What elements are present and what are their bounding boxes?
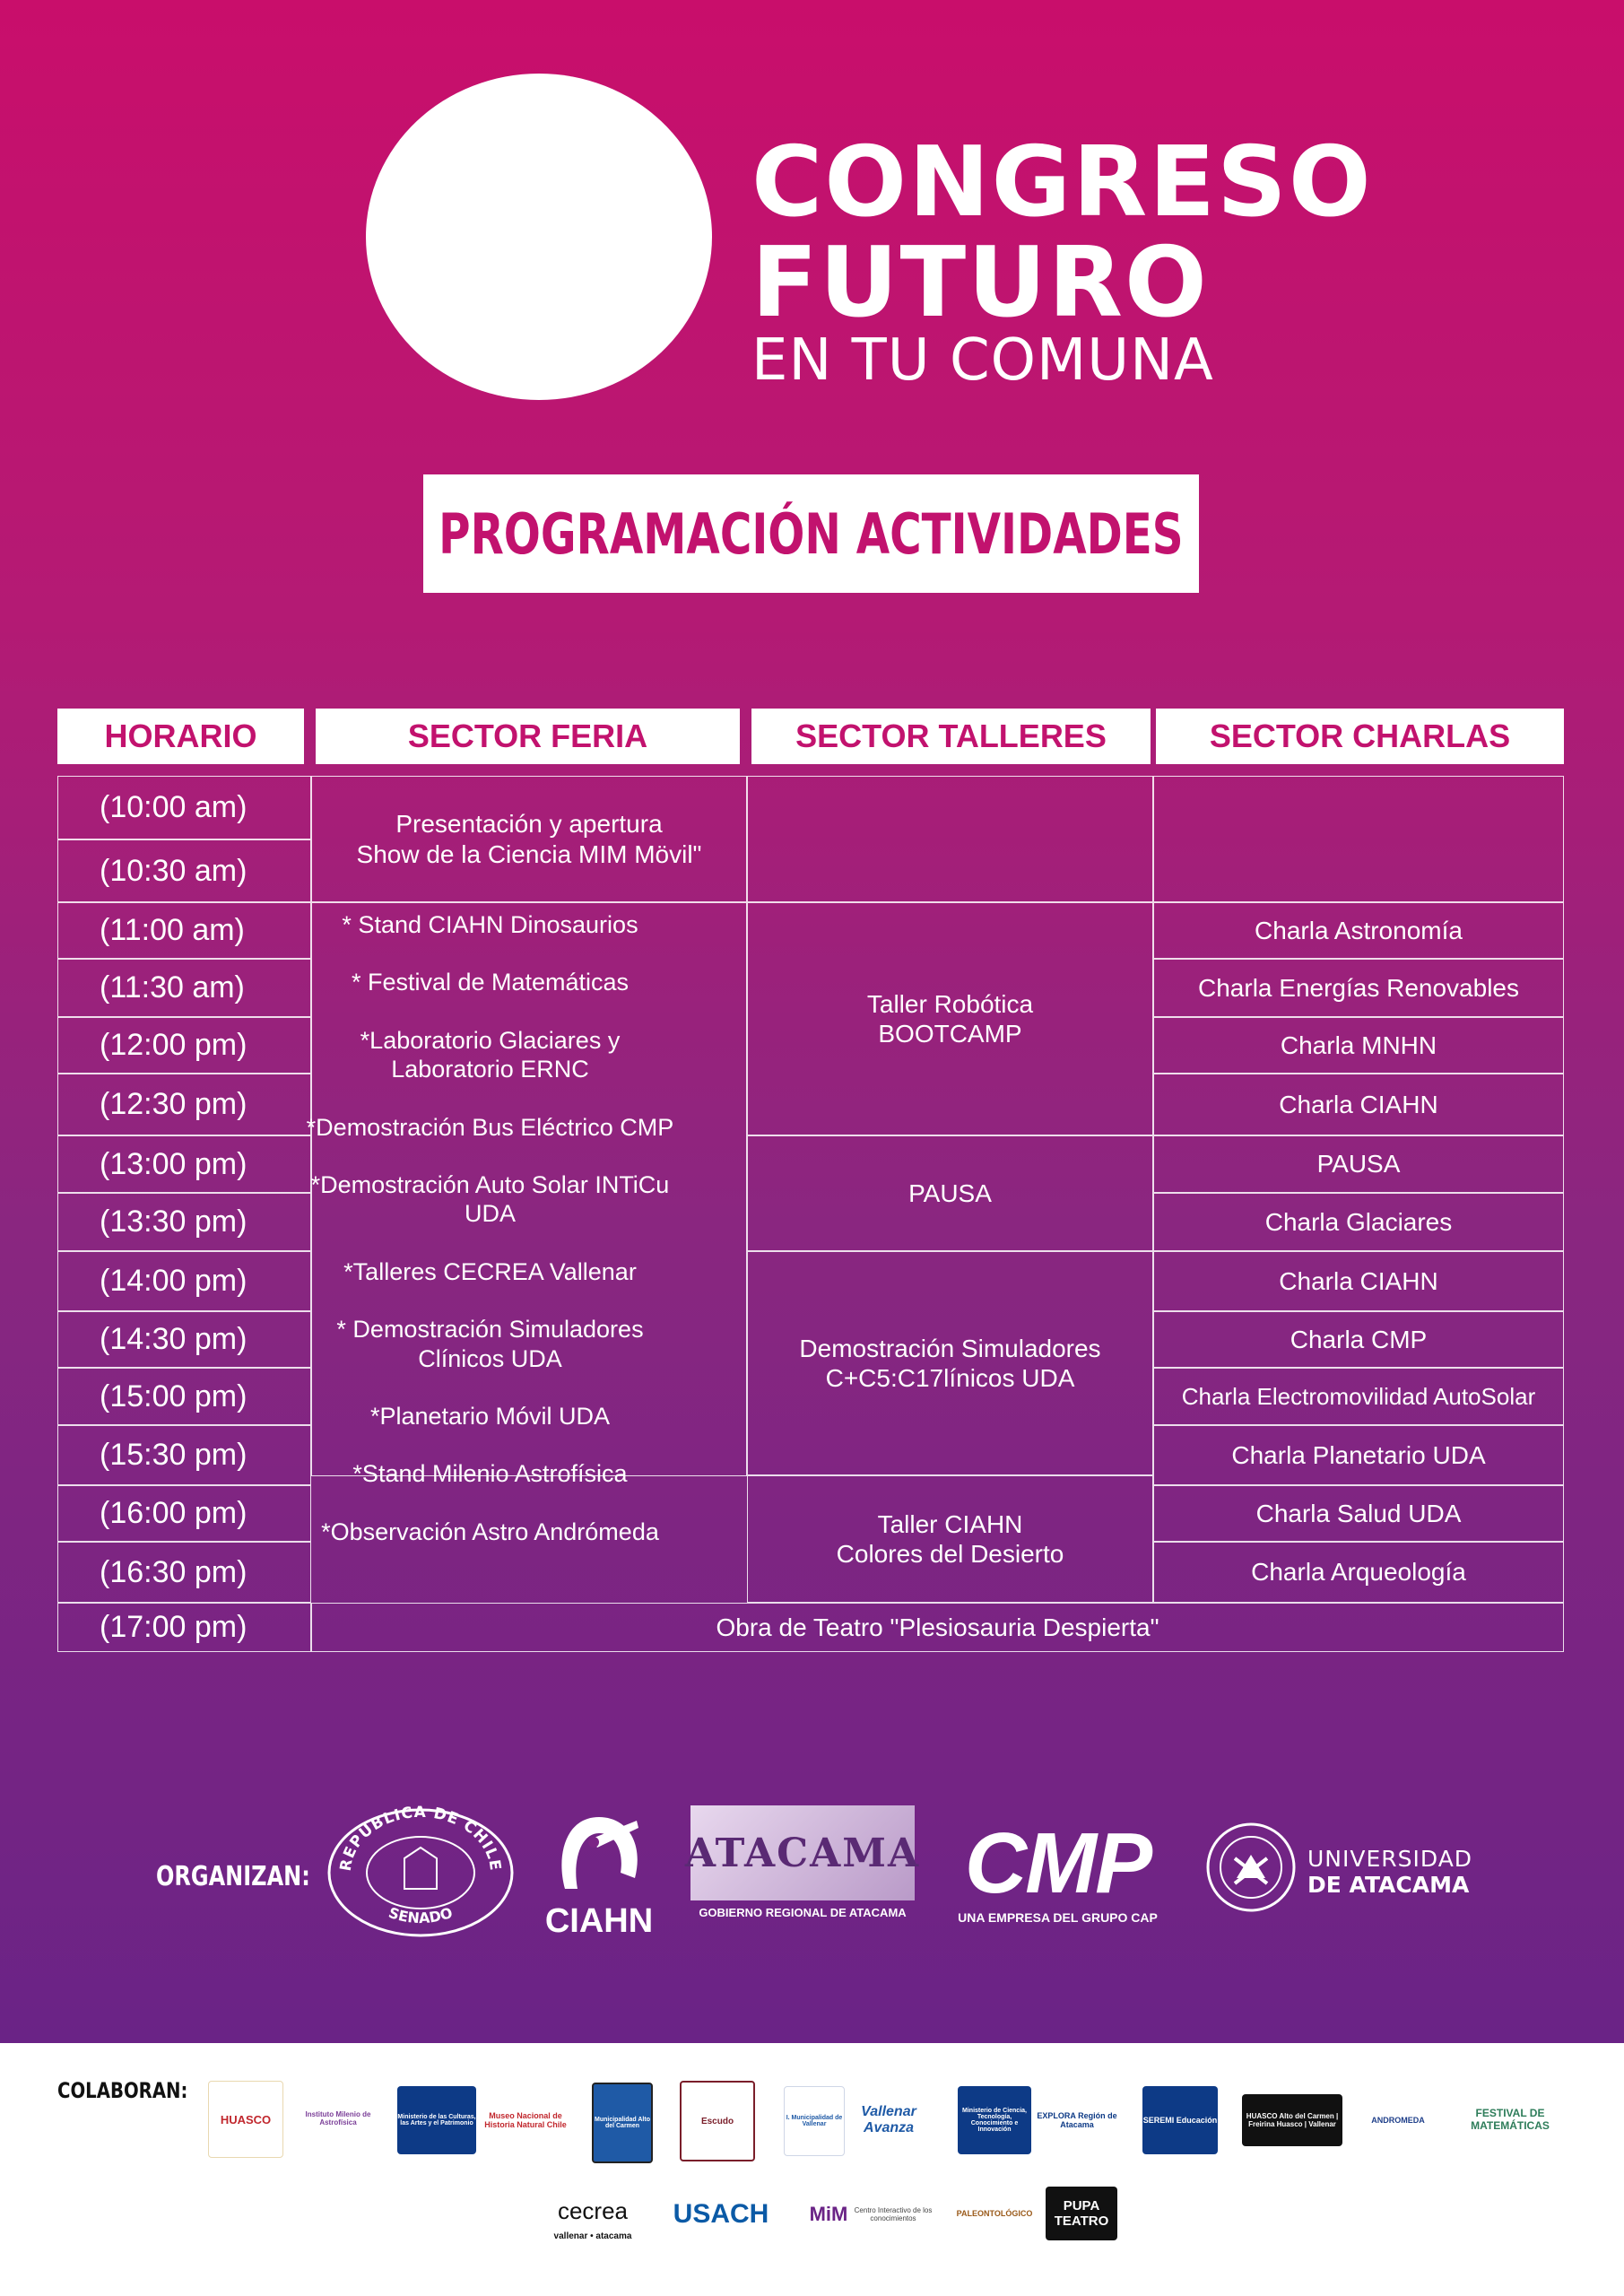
colaboran-label: COLABORAN: [57, 2078, 188, 2103]
feria-item: *Observación Astro Andrómeda [321, 1518, 659, 1545]
charlas-empty-cell [1153, 776, 1564, 902]
charla-cell: Charla Planetario UDA [1153, 1425, 1564, 1485]
svg-text:REPUBLICA DE CHILE [337, 1804, 504, 1873]
colab-logo-milenio: Instituto Milenio de Astrofísica [301, 2081, 375, 2156]
time-slot: (17:00 pm) [57, 1603, 311, 1652]
time-slot: (12:00 pm) [57, 1017, 311, 1074]
colab-logo-ministerio-ciencia: Ministerio de Ciencia, Tecnología, Conocimiento e Innovación [958, 2086, 1031, 2154]
talleres-ciahn-line2: Colores del Desierto [836, 1540, 1064, 1568]
talleres-robotica-line1: Taller Robótica [866, 989, 1034, 1018]
time-slot: (14:00 pm) [57, 1251, 311, 1311]
colab-logo-andromeda: ANDROMEDA [1368, 2083, 1429, 2158]
ciahn-bird-icon [538, 1803, 660, 1901]
colab-logo-cecrea-subtitle: vallenar • atacama [543, 2230, 642, 2242]
header-sector-talleres: SECTOR TALLERES [751, 709, 1151, 764]
time-slot: (15:00 pm) [57, 1368, 311, 1425]
time-slot: (10:00 am) [57, 776, 311, 839]
cmp-caption: UNA EMPRESA DEL GRUPO CAP [958, 1910, 1158, 1925]
atacama-mark: ATACAMA [690, 1805, 915, 1900]
feria-item: * Stand CIAHN Dinosaurios [342, 911, 638, 938]
feria-item: *Talleres CECREA Vallenar [343, 1257, 637, 1285]
colab-logo-alto-del-carmen: Municipalidad Alto del Carmen [592, 2083, 653, 2163]
time-slot: (10:30 am) [57, 839, 311, 902]
brand-line-3: EN TU COMUNA [751, 327, 1214, 394]
charla-cell: Charla CIAHN [1153, 1074, 1564, 1135]
colab-logo-seremi: SEREMI Educación [1142, 2086, 1218, 2154]
uda-text: UNIVERSIDAD DE ATACAMA [1307, 1846, 1473, 1898]
talleres-ciahn-line1: Taller CIAHN [877, 1509, 1023, 1538]
feria-item: * Demostración Simuladores Clínicos UDA [336, 1316, 644, 1372]
header-sector-feria: SECTOR FERIA [316, 709, 740, 764]
colab-logo-pupa-teatro: PUPA TEATRO [1046, 2187, 1117, 2240]
talleres-empty-cell [747, 776, 1153, 902]
colab-logo-escudo: Escudo [680, 2081, 755, 2161]
charla-cell: Charla Salud UDA [1153, 1485, 1564, 1542]
time-slot: (13:00 pm) [57, 1135, 311, 1193]
header-horario: HORARIO [57, 709, 304, 764]
feria-item: *Demostración Auto Solar INTiCu UDA [310, 1170, 670, 1228]
program-title: PROGRAMACIÓN ACTIVIDADES [439, 500, 1184, 567]
ciahn-logo [538, 1803, 660, 1940]
cmp-text: CMP [964, 1815, 1151, 1911]
brand-line-2: FUTURO [751, 227, 1209, 339]
charla-cell: Charla CIAHN [1153, 1251, 1564, 1311]
ciahn-text: CIAHN [544, 1902, 654, 1940]
uda-seal-icon [1204, 1821, 1298, 1915]
colab-logo-vallenar-avanza: Vallenar Avanza [845, 2093, 933, 2147]
talleres-robotica-line2: BOOTCAMP [878, 1020, 1022, 1048]
colab-logo-huasco: HUASCO [208, 2081, 283, 2158]
feria-stand-list [256, 910, 725, 1575]
colab-logo-ministerio-culturas: Ministerio de las Culturas, las Artes y el Patrimonio [397, 2086, 476, 2154]
time-slot: (13:30 pm) [57, 1193, 311, 1251]
senado-bottom-text: SENADO [386, 1903, 455, 1927]
charla-cell: Charla Glaciares [1153, 1193, 1564, 1251]
time-slot: (14:30 pm) [57, 1311, 311, 1368]
talleres-robotica-cell [747, 902, 1153, 1135]
svg-text:SENADO [386, 1904, 455, 1926]
feria-opening-cell [311, 776, 747, 902]
colab-logo-cecrea: cecrea [543, 2188, 642, 2233]
time-slot: (11:00 am) [57, 902, 311, 959]
logo-circle [366, 74, 712, 400]
feria-item: *Demostración Bus Eléctrico CMP [306, 1113, 674, 1141]
charla-cell: Charla CMP [1153, 1311, 1564, 1368]
talleres-ciahn-cell [747, 1475, 1153, 1603]
time-slot: (16:30 pm) [57, 1542, 311, 1603]
colab-logo-huasco-slep: HUASCO Alto del Carmen | Freirina Huasco | Vallenar [1242, 2094, 1342, 2146]
cmp-logo [948, 1815, 1168, 1925]
colab-logo-mim-caption: Centro Interactivo de los conocimientos [854, 2194, 933, 2235]
charla-cell: Charla MNHN [1153, 1017, 1564, 1074]
colab-logo-mnhn: Museo Nacional de Historia Natural Chile [481, 2086, 570, 2154]
time-slot: (15:30 pm) [57, 1425, 311, 1485]
senado-top-text: REPUBLICA DE CHILE [336, 1803, 505, 1873]
feria-opening-line2: Show de la Ciencia MIM Mövil" [356, 839, 702, 868]
talleres-simuladores-line1: Demostración Simuladores [799, 1334, 1101, 1362]
program-title-box [423, 474, 1199, 593]
feria-opening-line1: Presentación y apertura [395, 810, 663, 839]
organizan-label: ORGANIZAN: [156, 1861, 310, 1892]
time-slot: (11:30 am) [57, 959, 311, 1017]
feria-item: *Laboratorio Glaciares y Laboratorio ERNC [360, 1026, 621, 1083]
talleres-simuladores-line2: C+C5:C17línicos UDA [825, 1364, 1075, 1392]
colab-logo-usach: USACH [656, 2194, 786, 2235]
colab-logo-paleontologico: PALEONTOLÓGICO [945, 2185, 1044, 2242]
charla-cell: Charla Electromovilidad AutoSolar [1153, 1368, 1564, 1425]
feria-item: *Planetario Móvil UDA [369, 1402, 611, 1430]
header-sector-charlas: SECTOR CHARLAS [1156, 709, 1564, 764]
colab-logo-municipalidad-vallenar: I. Municipalidad de Vallenar [784, 2086, 845, 2156]
talleres-simuladores-cell [747, 1251, 1153, 1475]
atacama-caption: GOBIERNO REGIONAL DE ATACAMA [699, 1906, 907, 1919]
time-slot: (12:30 pm) [57, 1074, 311, 1135]
charla-cell: PAUSA [1153, 1135, 1564, 1193]
senado-logo [326, 1803, 516, 1937]
charla-cell: Charla Energías Renovables [1153, 959, 1564, 1017]
feria-item: *Stand Milenio Astrofísica [352, 1460, 628, 1488]
talleres-pausa-cell: PAUSA [747, 1135, 1153, 1251]
brand-line-1: CONGRESO [751, 126, 1373, 239]
feria-item: * Festival de Matemáticas [351, 969, 630, 996]
time-slot: (16:00 pm) [57, 1485, 311, 1542]
charla-cell: Charla Astronomía [1153, 902, 1564, 959]
charla-cell: Charla Arqueología [1153, 1542, 1564, 1603]
closing-event-cell: Obra de Teatro "Plesiosauria Despierta" [311, 1603, 1564, 1652]
colab-logo-mim: MiM [803, 2192, 854, 2237]
atacama-logo [684, 1805, 921, 1931]
colab-logo-explora: EXPLORA Región de Atacama [1036, 2086, 1118, 2154]
colab-logo-festival: FESTIVAL DE MATEMÁTICAS [1458, 2081, 1562, 2158]
